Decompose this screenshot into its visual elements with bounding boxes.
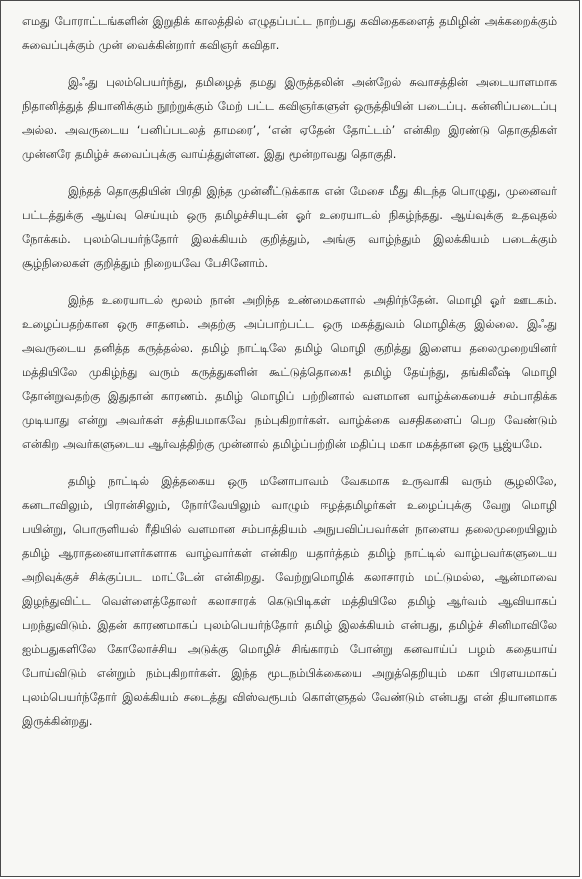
paragraph-1: எமது போராட்டங்களின் இறுதிக் காலத்தில் எழுதப்பட்ட நாற்பது கவிதைகளைத் தமிழின் அக்கறைக்கும் சுவைப்புக்கும் முன் வைக்கின்றார் கவிஞர் கவிதா. (22, 14, 557, 52)
paragraph-5: தமிழ் நாட்டில் இத்தகைய ஒரு மனோபாவம் வேகமாக உருவாகி வரும் சூழலிலே, கனடாவிலும், பிரான்சிலும், நோர்வேயிலும் வாழும் ஈழத்தமிழர்கள் உழைப்புக்கு வேறு மொழி பயின்று, பொருளியல் ரீதியில் வளமான சம்பாத்தியம் அநுபவிப்பவர்கள் நாளைய தலைமுறையிலும் தமிழ் ஆராதனையாளர்களாக வாழ்வார்கள் என்கிற யதார்த்தம் தமிழ் நாட்டில் வாழ்பவர்களுடைய அறிவுக்குச் சிக்குப்பட மாட்டேன் என்கிறது. வேற்றுமொழிக் கலாசாரம் மட்டுமல்ல, ஆன்மாவை இழந்துவிட்ட வெள்ளைத்தோலர் கலாசாரக் கெடுபிடிகள் மத்தியிலே தமிழ் ஆர்வம் ஆவியாகப் பறந்துவிடும். இதன் காரணமாகப் புலம்பெயர்ந்தோர் தமிழ் இலக்கியம் என்பது, தமிழ்ச் சினிமாவிலே ஐம்பதுகளிலே கோலோச்சிய அடுக்கு மொழிச் சிங்காரம் போன்று கனவாய்ப் பழம் கதையாய் போய்விடும் என்றும் நம்புகிறார்கள். இந்த மூடநம்பிக்கையை அறுத்தெறியும் மகா பிரளயமாகப் புலம்பெயர்ந்தோர் இலக்கியம் சடைத்து விஸ்வரூபம் கொள்ளுதல் வேண்டும் என்பது என் தியானமாக இருக்கின்றது. (22, 474, 557, 728)
paragraph-2: இஃது புலம்பெயர்ந்து, தமிழைத் தமது இருத்தலின் அன்றேல் சுவாசத்தின் அடையாளமாக நிதானித்துத் தியானிக்கும் நூற்றுக்கும் மேற் பட்ட கவிஞர்களுள் ஒருத்தியின் படைப்பு. கன்னிப்படைப்பு அல்ல. அவருடைய ‘பனிப்படலத் தாமரை’, ‘என் ஏதேன் தோட்டம்’ என்கிற இரண்டு தொகுதிகள் முன்னரே தமிழ்ச் சுவைப்புக்கு வாய்த்துள்ளன. இது மூன்றாவது தொகுதி. (22, 75, 557, 161)
paragraph-3: இந்தத் தொகுதியின் பிரதி இந்த முன்னீட்டுக்காக என் மேசை மீது கிடந்த பொழுது, முனைவர் பட்டத்துக்கு ஆய்வு செய்யும் ஒரு தமிழச்சியுடன் ஓர் உரையாடல் நிகழ்ந்தது. ஆய்வுக்கு உதவுதல் நோக்கம். புலம்பெயர்ந்தோர் இலக்கியம் குறித்தும், அங்கு வாழ்ந்தும் இலக்கியம் படைக்கும் சூழ்நிலைகள் குறித்தும் நிறையவே பேசினோம். (22, 184, 557, 270)
paragraph-4: இந்த உரையாடல் மூலம் நான் அறிந்த உண்மைகளால் அதிர்ந்தேன். மொழி ஓர் ஊடகம். உழைப்பதற்கான ஒரு சாதனம். அதற்கு அப்பாற்பட்ட ஒரு மகத்துவம் மொழிக்கு இல்லை. இஃது அவருடைய தனித்த கருத்தல்ல. தமிழ் நாட்டிலே தமிழ் மொழி குறித்து இளைய தலைமுறையினர் மத்தியிலே முகிழ்ந்து வரும் கருத்துகளின் கூட்டுத்தொகை! தமிழ் தேய்ந்து, தங்கிலீஷ் மொழி தோன்றுவதற்கு இதுதான் காரணம். தமிழ் மொழிப் பற்றினால் வளமான வாழ்க்கையைச் சம்பாதிக்க முடியாது என்று அவர்கள் சத்தியமாகவே நம்புகிறார்கள். வாழ்க்கை வசதிகளைப் பெற வேண்டும் என்கிற அவர்களுடைய ஆர்வத்திற்கு முன்னால் தமிழ்ப்பற்றின் மதிப்பு மகா மகத்தான ஒரு பூஜ்யமே. (22, 293, 557, 451)
